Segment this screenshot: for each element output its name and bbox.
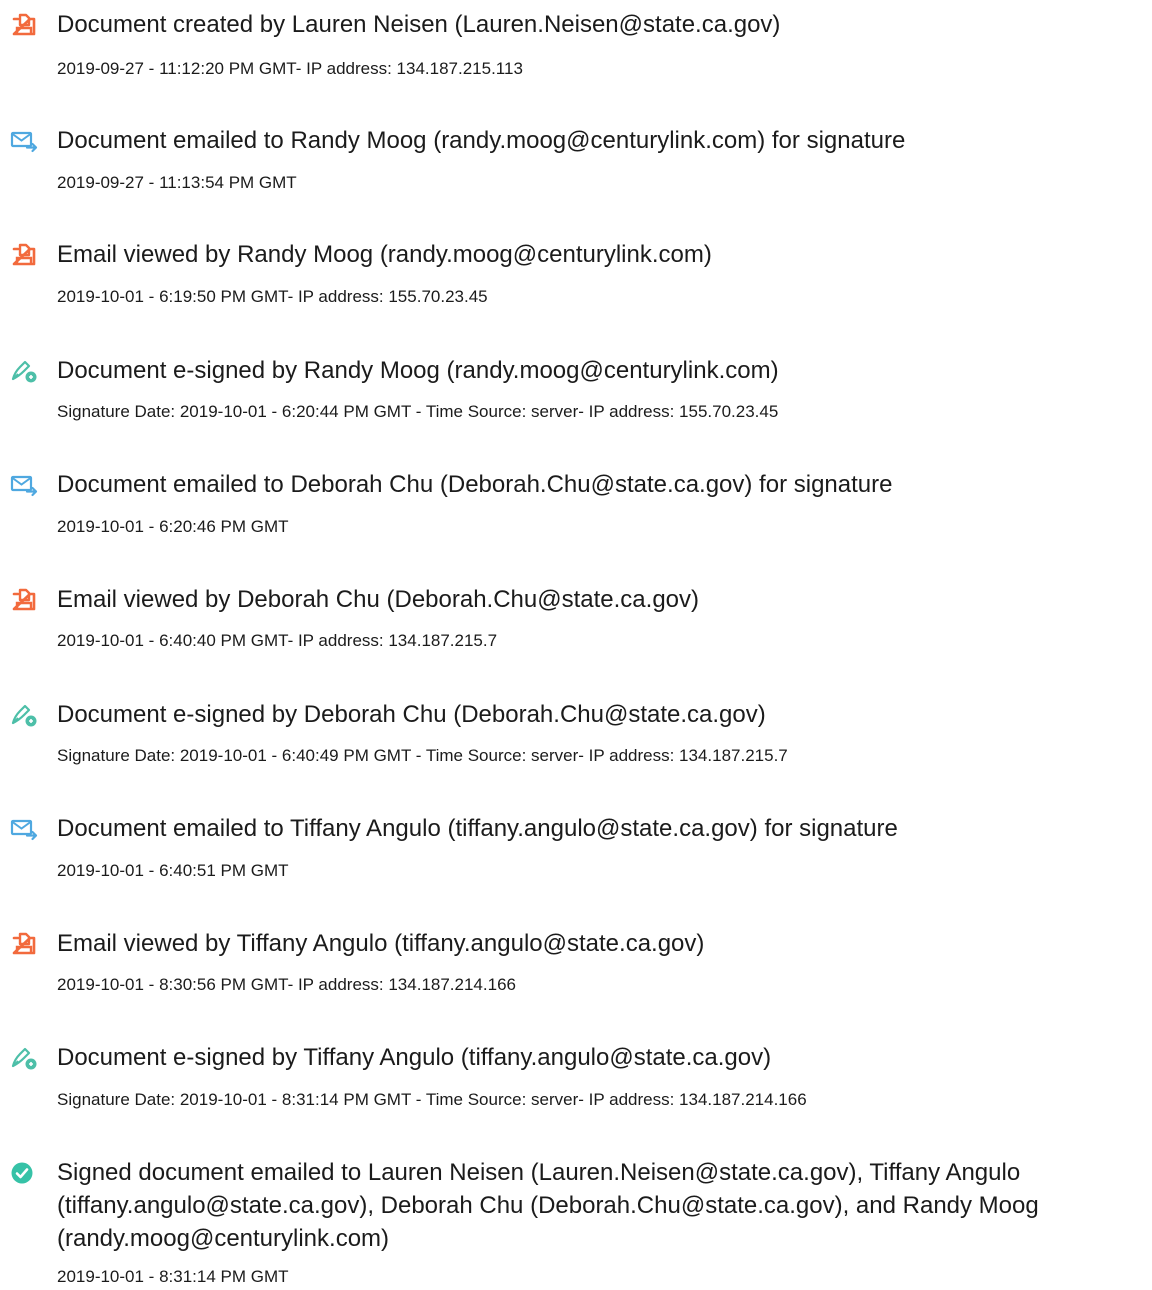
event-detail: 2019-09-27 - 11:13:54 PM GMT bbox=[57, 173, 297, 192]
event-title: Email viewed by Randy Moog (randy.moog@centurylink.com) bbox=[57, 241, 712, 268]
check-circle-icon bbox=[10, 1161, 38, 1185]
event-title: Signed document emailed to Lauren Neisen (Lauren.Neisen@state.ca.gov), Tiffany Angulo (tiffany.angulo@state.ca.gov), Deborah Chu (Deborah.Chu@state.ca.gov), and Randy Moog (randy.moog@centurylink.com) bbox=[57, 1159, 1039, 1252]
signature-pen-icon bbox=[10, 359, 38, 383]
email-sent-icon bbox=[10, 473, 38, 497]
document-icon bbox=[10, 932, 38, 956]
event-detail: Signature Date: 2019-10-01 - 8:31:14 PM GMT - Time Source: server- IP address: 134.187.214.166 bbox=[57, 1090, 807, 1109]
event-detail: Signature Date: 2019-10-01 - 6:20:44 PM GMT - Time Source: server- IP address: 155.70.23.45 bbox=[57, 402, 779, 421]
email-sent-icon bbox=[10, 129, 38, 153]
signature-pen-icon bbox=[10, 1046, 38, 1070]
event-detail: 2019-09-27 - 11:12:20 PM GMT- IP address: 134.187.215.113 bbox=[57, 59, 523, 78]
event-title: Email viewed by Tiffany Angulo (tiffany.angulo@state.ca.gov) bbox=[57, 930, 705, 957]
event-detail: 2019-10-01 - 6:40:51 PM GMT bbox=[57, 861, 289, 880]
event-detail: Signature Date: 2019-10-01 - 6:40:49 PM GMT - Time Source: server- IP address: 134.187.215.7 bbox=[57, 746, 788, 765]
event-detail: 2019-10-01 - 6:20:46 PM GMT bbox=[57, 517, 289, 536]
event-title: Document e-signed by Randy Moog (randy.moog@centurylink.com) bbox=[57, 357, 779, 384]
document-icon bbox=[10, 588, 38, 612]
document-icon bbox=[10, 243, 38, 267]
event-detail: 2019-10-01 - 8:30:56 PM GMT- IP address: 134.187.214.166 bbox=[57, 975, 516, 994]
event-detail: 2019-10-01 - 6:40:40 PM GMT- IP address: 134.187.215.7 bbox=[57, 631, 498, 650]
email-sent-icon bbox=[10, 817, 38, 841]
event-title: Document emailed to Randy Moog (randy.moog@centurylink.com) for signature bbox=[57, 127, 906, 154]
event-title: Document e-signed by Tiffany Angulo (tiffany.angulo@state.ca.gov) bbox=[57, 1044, 772, 1071]
document-icon bbox=[10, 13, 38, 37]
event-detail: 2019-10-01 - 6:19:50 PM GMT- IP address: 155.70.23.45 bbox=[57, 287, 488, 306]
event-title: Document e-signed by Deborah Chu (Deborah.Chu@state.ca.gov) bbox=[57, 701, 766, 728]
event-title: Document emailed to Tiffany Angulo (tiffany.angulo@state.ca.gov) for signature bbox=[57, 815, 898, 842]
event-title: Document emailed to Deborah Chu (Deborah.Chu@state.ca.gov) for signature bbox=[57, 471, 893, 498]
signature-pen-icon bbox=[10, 703, 38, 727]
event-title: Document created by Lauren Neisen (Lauren.Neisen@state.ca.gov) bbox=[57, 11, 781, 38]
event-title: Email viewed by Deborah Chu (Deborah.Chu@state.ca.gov) bbox=[57, 586, 700, 613]
event-detail: 2019-10-01 - 8:31:14 PM GMT bbox=[57, 1267, 289, 1286]
